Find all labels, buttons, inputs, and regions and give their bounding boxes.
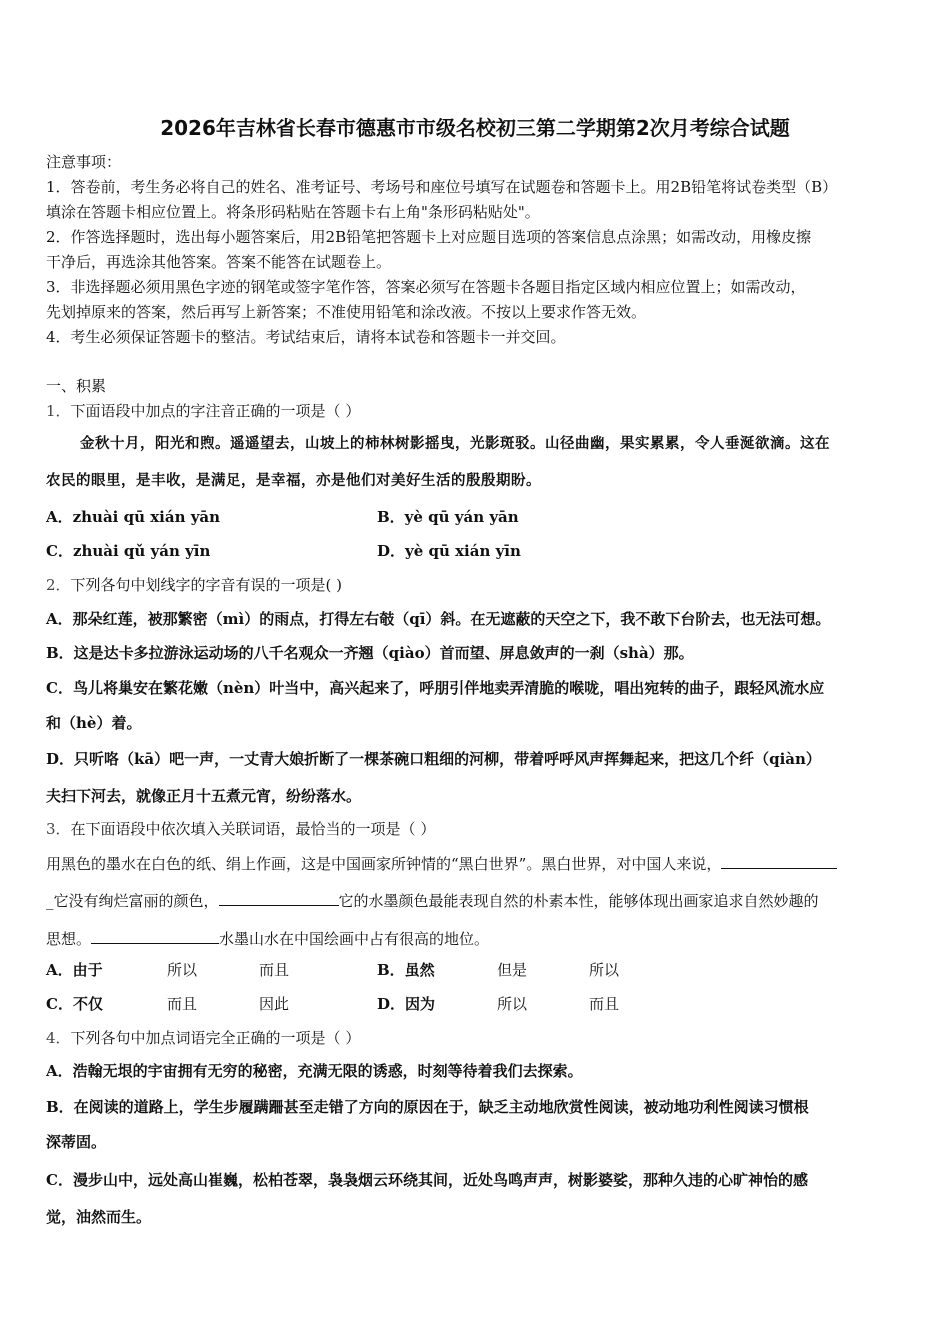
option-word: 而且 (167, 995, 198, 1013)
notice-line: 先划掉原来的答案，然后再写上新答案；不准使用铅笔和涂改液。不按以上要求作答无效。 (46, 303, 647, 321)
exam-title: 2026年吉林省长春市德惠市市级名校初三第二学期第2次月考综合试题 (160, 116, 790, 140)
fill-blank-2[interactable] (219, 889, 339, 906)
option-word: 所以 (497, 995, 528, 1013)
option-word: 而且 (589, 995, 620, 1013)
question-text: 下面语段中加点的字注音正确的一项是（ ） (70, 402, 361, 420)
option-word: 所以 (589, 961, 620, 979)
question-3-passage (46, 889, 819, 911)
notice-line: 1．答卷前，考生务必将自己的姓名、准考证号、考场号和座位号填写在试题卷和答题卡上。用2B铅笔将试卷类型（B） (46, 178, 838, 196)
section-heading: 一、积累 (46, 377, 107, 395)
question-3-stem (46, 819, 435, 839)
option-word: 所以 (167, 961, 198, 979)
option-d[interactable]: D．只听咯（kā）吧一声，一丈青大娘折断了一棵茶碗口粗细的河柳，带着呼呼风声挥舞起来，把这几个纤（qiàn） (46, 750, 821, 768)
option-a[interactable]: A．那朵红莲，被那繁密（mì）的雨点，打得左右攲（qī）斜。在无遮蔽的天空之下，我不敢下台阶去，也无法可想。 (46, 610, 831, 628)
option-d[interactable]: D．yè qū xián yīn (377, 542, 521, 560)
question-text: 下列各句中加点词语完全正确的一项是（ ） (70, 1029, 361, 1047)
option-d[interactable] (377, 994, 435, 1014)
question-number: 1． (46, 402, 71, 420)
passage-text: 用黑色的墨水在白色的纸、绢上作画，这是中国画家所钟情的“黑白世界”。黑白世界，对中国人来说， (46, 855, 722, 873)
option-b[interactable]: B．yè qū yán yān (377, 508, 519, 526)
notice-line: 填涂在答题卡相应位置上。将条形码粘贴在答题卡右上角"条形码粘贴处"。 (46, 203, 540, 221)
question-number: 2． (46, 576, 71, 594)
notice-heading: 注意事项： (46, 153, 122, 171)
question-1-passage: 农民的眼里，是丰收，是满足，是幸福，亦是他们对美好生活的殷殷期盼。 (46, 472, 541, 489)
question-4-stem (46, 1028, 360, 1048)
question-number: 4． (46, 1029, 71, 1047)
option-a[interactable]: A．浩翰无垠的宇宙拥有无穷的秘密，充满无限的诱惑，时刻等待着我们去探索。 (46, 1062, 583, 1080)
option-c-continued: 和（hè）着。 (46, 714, 142, 732)
option-word: 因此 (259, 995, 290, 1013)
option-b[interactable]: B．在阅读的道路上，学生步履蹒跚甚至走错了方向的原因在于，缺乏主动地欣赏性阅读，被动地功利性阅读习惯根 (46, 1098, 809, 1116)
question-3-passage (46, 927, 489, 949)
option-c[interactable] (46, 994, 103, 1014)
question-2-stem (46, 575, 342, 595)
passage-text: _它没有绚烂富丽的颜色， (46, 892, 219, 910)
option-word: B．虽然 (377, 961, 435, 979)
option-c[interactable]: C．鸟儿将巢安在繁花嫩（nèn）叶当中，高兴起来了，呼朋引伴地卖弄清脆的喉咙，唱出宛转的曲子，跟轻风流水应 (46, 679, 825, 697)
question-1-passage: 金秋十月，阳光和煦。遥遥望去，山坡上的柿林树影摇曳，光影斑驳。山径曲幽，果实累累，令人垂涎欲滴。这在 (80, 435, 830, 452)
passage-text: 思想。 (46, 930, 92, 948)
option-word: 但是 (497, 961, 528, 979)
question-text: 在下面语段中依次填入关联词语，最恰当的一项是（ ） (70, 820, 436, 838)
notice-line: 3．非选择题必须用黑色字迹的钢笔或签字笔作答，答案必须写在答题卡各题目指定区域内相应位置上；如需改动， (46, 278, 806, 296)
notice-line: 干净后，再选涂其他答案。答案不能答在试题卷上。 (46, 253, 392, 271)
fill-blank-1[interactable] (721, 852, 837, 869)
question-1-stem (46, 401, 360, 421)
option-word: D．因为 (377, 995, 436, 1013)
option-word: C．不仅 (46, 995, 103, 1013)
question-3-passage (46, 852, 837, 874)
question-text: 下列各句中划线字的字音有误的一项是( ) (70, 576, 343, 594)
notice-line: 2．作答选择题时，选出每小题答案后，用2B铅笔把答题卡上对应题目选项的答案信息点涂黑；如需改动，用橡皮擦 (46, 228, 812, 246)
option-d-continued: 夫扫下河去，就像正月十五煮元宵，纷纷落水。 (46, 787, 362, 805)
option-a[interactable] (46, 960, 103, 980)
notice-line: 4．考生必须保证答题卡的整洁。考试结束后，请将本试卷和答题卡一并交回。 (46, 328, 566, 346)
option-c[interactable]: C．漫步山中，远处高山崔巍，松柏苍翠，袅袅烟云环绕其间，近处鸟鸣声声，树影婆娑，那种久违的心旷神怡的感 (46, 1171, 808, 1189)
passage-text: 它的水墨颜色最能表现自然的朴素本性，能够体现出画家追求自然妙趣的 (338, 892, 819, 910)
option-word: 而且 (259, 961, 290, 979)
option-b[interactable] (377, 960, 435, 980)
option-b-continued: 深蒂固。 (46, 1133, 107, 1151)
option-b[interactable]: B．这是达卡多拉游泳运动场的八千名观众一齐翘（qiào）首而望、屏息敛声的一刹（shà）那。 (46, 644, 694, 662)
passage-text: 水墨山水在中国绘画中占有很高的地位。 (219, 930, 490, 948)
option-a[interactable]: A．zhuài qū xián yān (46, 508, 221, 526)
fill-blank-3[interactable] (91, 927, 219, 944)
question-number: 3． (46, 820, 71, 838)
option-word: A．由于 (46, 961, 103, 979)
option-c[interactable]: C．zhuài qǔ yán yīn (46, 542, 211, 560)
option-c-continued: 觉，油然而生。 (46, 1208, 152, 1226)
